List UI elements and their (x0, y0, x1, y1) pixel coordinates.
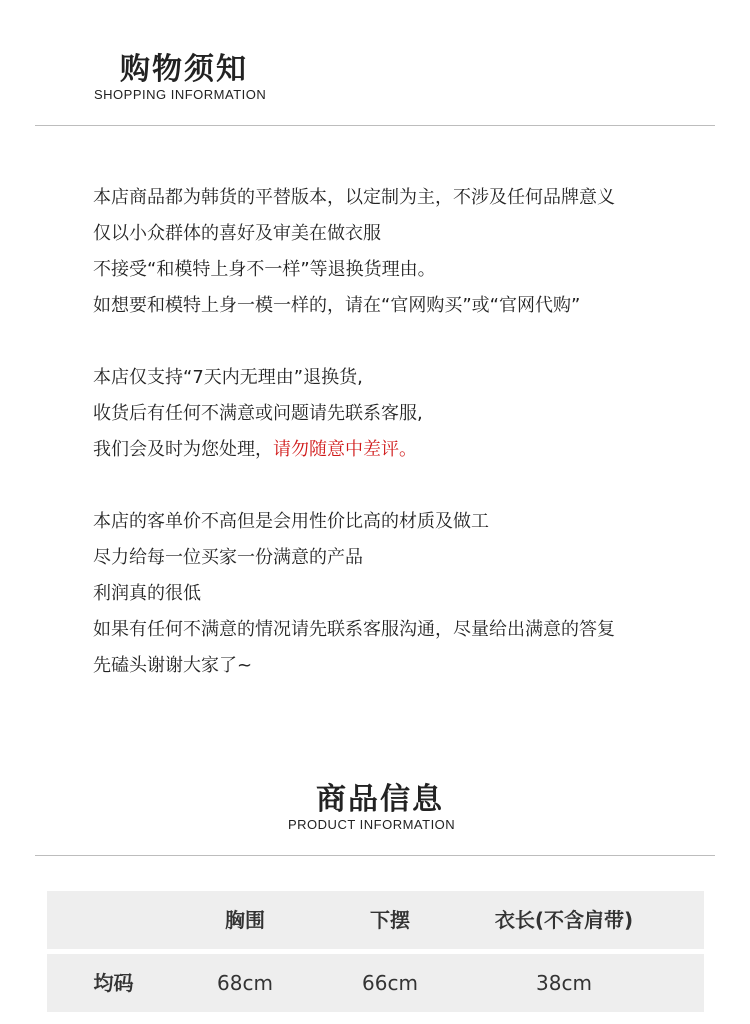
product-title: 商品信息 (316, 782, 444, 817)
notice-line: 如想要和模特上身一模一样的，请在“官网购买”或“官网代购” (93, 295, 581, 316)
header-cell (47, 891, 180, 949)
warning-text: 请勿随意中差评。 (273, 439, 417, 460)
header-cell: 衣长(不含肩带) (494, 908, 634, 932)
table-cell: 38cm (536, 971, 592, 995)
notice-line: 尽力给每一位买家一份满意的产品 (93, 547, 363, 568)
notice-line: 本店仅支持“7天内无理由”退换货, (93, 367, 363, 388)
product-subtitle: PRODUCT INFORMATION (288, 817, 456, 832)
header-cell: 下摆 (370, 908, 410, 932)
table-header-row (47, 891, 704, 949)
notice-divider (35, 125, 715, 126)
notice-line: 先磕头谢谢大家了~ (93, 655, 253, 676)
notice-line: 不接受“和模特上身不一样”等退换货理由。 (93, 259, 436, 280)
notice-line: 本店的客单价不高但是会用性价比高的材质及做工 (93, 511, 489, 532)
notice-line (93, 432, 723, 468)
notice-line: 仅以小众群体的喜好及审美在做衣服 (93, 223, 381, 244)
paragraph-gap (93, 324, 723, 360)
notice-line: 利润真的很低 (93, 583, 201, 604)
table-cell: 66cm (362, 971, 418, 995)
notice-line-prefix: 我们会及时为您处理， (93, 439, 273, 460)
notice-body (93, 180, 723, 684)
notice-line: 收货后有任何不满意或问题请先联系客服, (93, 403, 423, 424)
product-divider (35, 855, 715, 856)
row-label-cell: 均码 (93, 971, 134, 995)
notice-line: 本店商品都为韩货的平替版本，以定制为主，不涉及任何品牌意义 (93, 187, 615, 208)
notice-title: 购物须知 (120, 52, 248, 87)
header-cell: 胸围 (225, 908, 265, 932)
table-row (47, 954, 704, 1012)
notice-subtitle: SHOPPING INFORMATION (94, 87, 267, 102)
paragraph-gap (93, 468, 723, 504)
notice-line: 如果有任何不满意的情况请先联系客服沟通，尽量给出满意的答复 (93, 619, 615, 640)
table-cell: 68cm (217, 971, 273, 995)
